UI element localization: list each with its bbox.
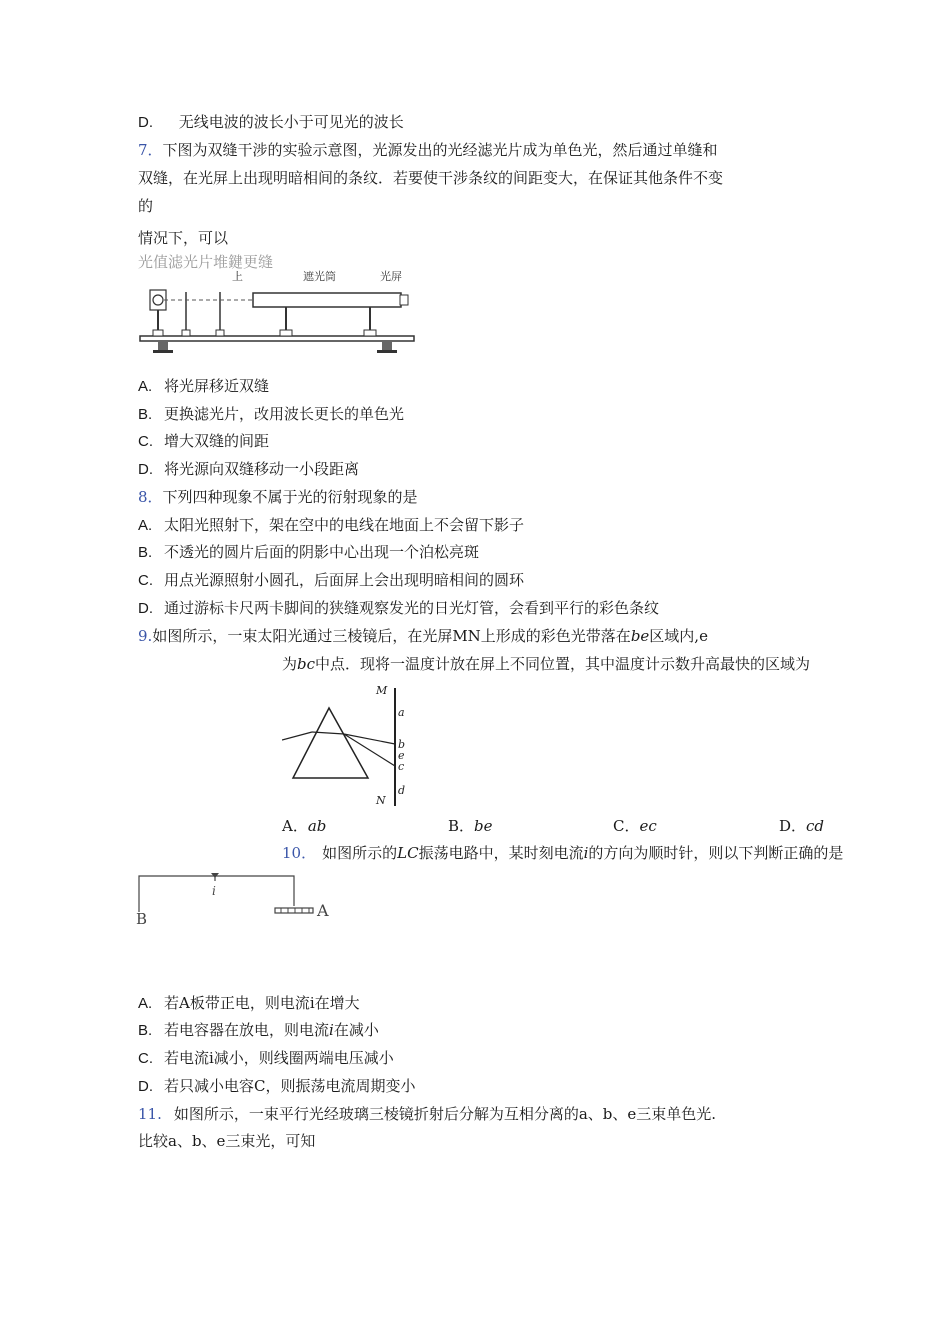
q10-number: 10． bbox=[282, 844, 317, 862]
svg-text:c: c bbox=[398, 760, 405, 773]
q6-option-d-letter: D. bbox=[138, 114, 153, 131]
q9-option-a: A．ab bbox=[282, 817, 327, 835]
lc-circuit-figure bbox=[136, 868, 336, 928]
svg-text:B: B bbox=[136, 910, 148, 928]
svg-text:N: N bbox=[376, 794, 386, 807]
q9-number: 9. bbox=[138, 627, 153, 645]
svg-text:A: A bbox=[317, 901, 329, 920]
q10-option-d: D. 若只减小电容C，则振荡电流周期变小 bbox=[138, 1077, 416, 1095]
q6-option-d-text: 无线电波的波长小于可见光的波长 bbox=[178, 113, 404, 131]
q11-stem-line1: 11. 如图所示，一束平行光经玻璃三棱镜折射后分解为互相分离的a、b、e三束单色光. bbox=[138, 1105, 717, 1123]
q7-figure-caption: 光值滤光片堆鍵更缝 bbox=[138, 253, 274, 271]
q8-option-d: D. 通过游标卡尺两卡脚间的狭缝观察发光的日光灯管，会看到平行的彩色条纹 bbox=[138, 599, 660, 617]
fig-label-screen: 光屏 bbox=[380, 270, 402, 283]
q10-option-b: B. 若电容器在放电，则电流i在减小 bbox=[138, 1021, 379, 1039]
q8-stem: 8．下列四种现象不属于光的衍射现象的是 bbox=[138, 488, 418, 506]
q7-stem-line3: 的 bbox=[138, 197, 154, 215]
svg-text:i: i bbox=[212, 884, 216, 898]
prism-figure bbox=[282, 680, 422, 808]
fig-label-tube: 遮光筒 bbox=[303, 270, 336, 283]
q7-option-a: A. 将光屏移近双缝 bbox=[138, 377, 270, 395]
svg-text:d: d bbox=[398, 784, 406, 797]
double-slit-apparatus-figure bbox=[138, 268, 418, 360]
q8-option-a: A. 太阳光照射下，架在空中的电线在地面上不会留下影子 bbox=[138, 516, 525, 534]
q8-option-c: C. 用点光源照射小圆孔，后面屏上会出现明暗相间的圆环 bbox=[138, 571, 525, 589]
q10-option-c: C. 若电流i减小，则线圈两端电压减小 bbox=[138, 1049, 394, 1067]
q7-stem-line4: 情况下，可以 bbox=[138, 229, 229, 247]
q6-option-d bbox=[138, 112, 404, 133]
q9-stem-line2: 为bc中点．现将一温度计放在屏上不同位置，其中温度计示数升高最快的区域为 bbox=[282, 655, 811, 673]
q11-number: 11. bbox=[138, 1105, 162, 1123]
svg-text:a: a bbox=[398, 706, 405, 719]
fig-label-1: 上 bbox=[232, 270, 243, 283]
q9-option-c: C．ec bbox=[613, 817, 657, 835]
q8-number: 8． bbox=[138, 488, 163, 506]
q9-option-b: B．be bbox=[448, 817, 493, 835]
q9-stem-line1: 9.如图所示，一束太阳光通过三棱镜后，在光屏MN上形成的彩色光带落在be区域内,e bbox=[138, 627, 708, 645]
q7-option-b: B. 更换滤光片，改用波长更长的单色光 bbox=[138, 405, 405, 423]
q7-option-d: D. 将光源向双缝移动一小段距离 bbox=[138, 460, 360, 478]
q7-stem-line1: 7．下图为双缝干涉的实验示意图，光源发出的光经滤光片成为单色光，然后通过单缝和 bbox=[138, 141, 718, 159]
q7-option-c: C. 增大双缝的间距 bbox=[138, 432, 270, 450]
q9-option-d: D．cd bbox=[779, 817, 825, 835]
q7-stem-line2: 双缝，在光屏上出现明暗相间的条纹．若要使干涉条纹的间距变大，在保证其他条件不变 bbox=[138, 169, 724, 187]
q8-option-b: B. 不透光的圆片后面的阴影中心出现一个泊松亮斑 bbox=[138, 543, 480, 561]
q7-number: 7． bbox=[138, 141, 163, 159]
q10-option-a: A. 若A板带正电，则电流i在增大 bbox=[138, 994, 360, 1012]
svg-text:b: b bbox=[398, 738, 406, 751]
svg-text:e: e bbox=[398, 749, 405, 762]
q11-stem-line2: 比较a、b、e三束光，可知 bbox=[138, 1132, 316, 1150]
q10-stem: 10． 如图所示的LC振荡电路中，某时刻电流i的方向为顺时针，则以下判断正确的是 bbox=[282, 844, 844, 862]
svg-text:M: M bbox=[376, 684, 388, 697]
